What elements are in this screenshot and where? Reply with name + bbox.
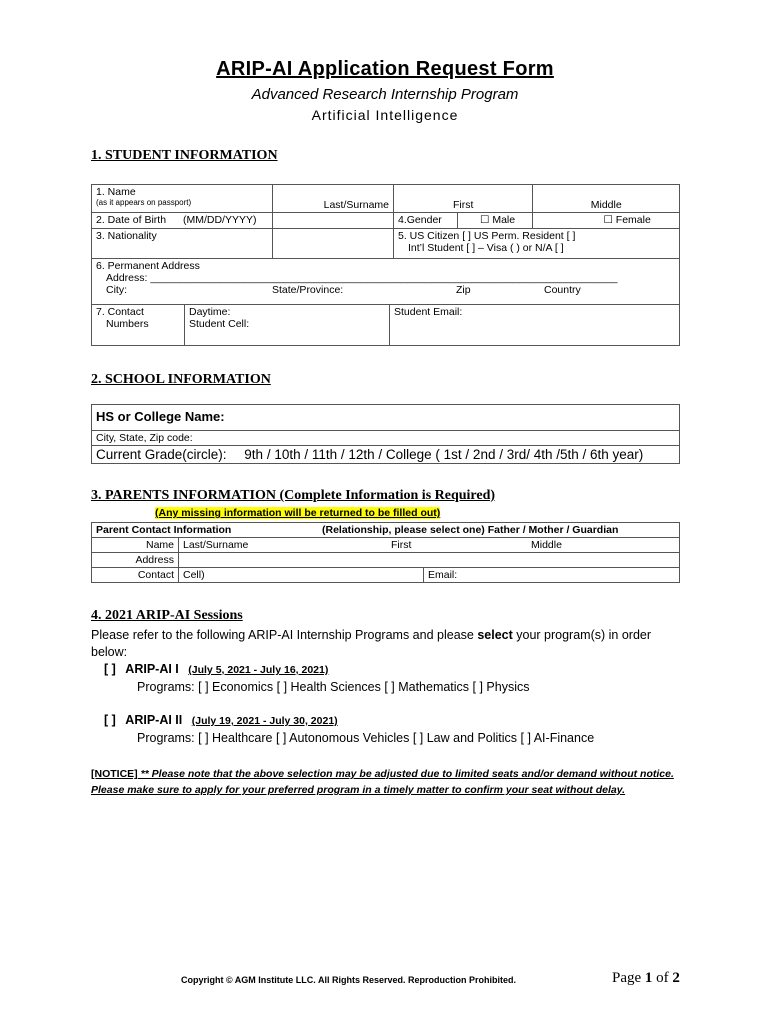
- page-prefix: Page: [612, 970, 645, 986]
- section-school-heading: 2. SCHOOL INFORMATION: [91, 372, 271, 387]
- program-field: Artificial Intelligence: [311, 107, 459, 123]
- intro-text-c: below:: [91, 645, 128, 659]
- daytime-label: Daytime:: [189, 306, 231, 318]
- name-note: (as it appears on passport): [96, 198, 192, 207]
- page-total: 2: [672, 970, 680, 986]
- gender-female-option[interactable]: ☐ Female: [533, 213, 680, 229]
- middle-name-field[interactable]: [533, 185, 680, 213]
- session1-programs[interactable]: Programs: [ ] Economics [ ] Health Sciences [ ] Mathematics [ ] Physics: [137, 680, 530, 694]
- parent-address-label: Address: [92, 553, 179, 568]
- residency-status-cell[interactable]: [394, 229, 680, 259]
- residency-line1: 5. US Citizen [ ] US Perm. Resident [ ]: [398, 230, 576, 242]
- parent-contact-header: [92, 523, 680, 538]
- last-name-field[interactable]: [273, 185, 394, 213]
- school-location-field[interactable]: [92, 431, 680, 446]
- program-subtitle: Advanced Research Internship Program: [251, 86, 519, 103]
- gender-label: 4.Gender: [394, 213, 458, 229]
- parent-info-table: [91, 522, 680, 583]
- sessions-intro: [91, 627, 681, 661]
- parent-cell-label: Cell): [183, 569, 205, 581]
- parent-name-field[interactable]: [179, 538, 680, 553]
- notice-block: [91, 766, 681, 798]
- missing-info-warning: (Any missing information will be returned to be filled out): [155, 507, 441, 519]
- first-name-label: First: [453, 199, 474, 211]
- parent-cell-field[interactable]: [179, 568, 424, 583]
- dob-format: (MM/DD/YYYY): [182, 214, 257, 226]
- address-label: 6. Permanent Address: [96, 260, 200, 272]
- grade-label: Current Grade(circle):: [96, 447, 227, 462]
- dob-field[interactable]: [273, 213, 394, 229]
- page-number: 1: [644, 970, 653, 986]
- session2-checkbox[interactable]: [ ]: [104, 713, 116, 727]
- form-title: ARIP-AI Application Request Form: [216, 58, 554, 80]
- grade-field[interactable]: [92, 446, 680, 464]
- session1-dates: (July 5, 2021 - July 16, 2021): [188, 664, 329, 676]
- section-student-heading: 1. STUDENT INFORMATION: [91, 148, 278, 163]
- address-subfields: [96, 284, 675, 298]
- name-label: 1. Name: [96, 186, 136, 198]
- session2-programs[interactable]: Programs: [ ] Healthcare [ ] Autonomous Vehicles [ ] Law and Politics [ ] AI-Finance: [137, 731, 595, 745]
- parent-address-field[interactable]: [179, 553, 680, 568]
- first-name-field[interactable]: [394, 185, 533, 213]
- parent-contact-label: Parent Contact Information: [96, 524, 232, 536]
- address-line: Address: ________________________________________________________________________________: [106, 272, 618, 284]
- country-label: Country: [544, 284, 581, 296]
- name-label-cell: [92, 185, 273, 213]
- student-email-label: Student Email:: [394, 306, 463, 318]
- gender-male-option[interactable]: ☐ Male: [458, 213, 533, 229]
- relationship-select[interactable]: (Relationship, please select one) Father / Mother / Guardian: [322, 524, 619, 536]
- state-label: State/Province:: [272, 284, 344, 296]
- city-label: City:: [106, 284, 127, 296]
- school-location-label: City, State, Zip code:: [96, 432, 193, 444]
- parent-name-label: Name: [92, 538, 179, 553]
- parent-email-label: Email:: [428, 569, 458, 581]
- notice-text: ** Please note that the above selection may be adjusted due to limited seats and/or demand without notice. Please make sure to apply for your preferred program in a timely matter to confirm your seat without delay.: [91, 768, 674, 796]
- parent-middle-name: Middle: [531, 539, 562, 551]
- parent-last-name: Last/Surname: [183, 539, 249, 551]
- school-name-label: HS or College Name:: [96, 409, 225, 424]
- student-info-table: [91, 184, 680, 346]
- nationality-field[interactable]: [273, 229, 394, 259]
- student-email-cell[interactable]: [390, 305, 679, 345]
- parent-email-field[interactable]: [424, 568, 680, 583]
- phone-cell[interactable]: [185, 305, 390, 345]
- residency-line2: Int’l Student [ ] – Visa ( ) or N/A [ ]: [408, 242, 564, 254]
- last-name-label: Last/Surname: [323, 199, 389, 211]
- dob-label: 2. Date of Birth: [96, 214, 167, 226]
- contact-row: [92, 305, 680, 346]
- session2-dates: (July 19, 2021 - July 30, 2021): [191, 715, 338, 727]
- zip-label: Zip: [456, 284, 471, 296]
- student-cell-label: Student Cell:: [189, 318, 250, 330]
- session1-checkbox[interactable]: [ ]: [104, 662, 116, 676]
- notice-tag: [NOTICE]: [91, 768, 138, 780]
- intro-text-b: your program(s) in order: [512, 628, 652, 642]
- parent-first-name: First: [391, 539, 412, 551]
- session2-name: ARIP-AI II: [125, 713, 183, 727]
- nationality-label: 3. Nationality: [92, 229, 273, 259]
- grade-options: 9th / 10th / 11th / 12th / College ( 1st / 2nd / 3rd/ 4th /5th / 6th year): [244, 447, 644, 462]
- session2-row: [104, 713, 338, 727]
- section-parents-heading: 3. PARENTS INFORMATION (Complete Information is Required): [91, 488, 496, 503]
- dob-label-cell: [92, 213, 273, 229]
- copyright-notice: Copyright © AGM Institute LLC. All Rights Reserved. Reproduction Prohibited.: [181, 975, 516, 985]
- intro-select-word: select: [477, 628, 513, 642]
- session1-name: ARIP-AI I: [125, 662, 179, 676]
- page-indicator: [612, 970, 680, 987]
- school-name-field[interactable]: [92, 405, 680, 431]
- contact-label1: 7. Contact: [96, 306, 144, 318]
- session1-row: [104, 662, 328, 676]
- contact-label2: Numbers: [106, 318, 149, 330]
- middle-name-label: Middle: [590, 199, 622, 211]
- parent-contact-label-cell: Contact: [92, 568, 179, 583]
- contact-label-cell: [92, 305, 185, 345]
- permanent-address-cell[interactable]: [92, 259, 680, 305]
- section-sessions-heading: 4. 2021 ARIP-AI Sessions: [91, 608, 243, 623]
- school-info-table: [91, 404, 680, 464]
- intro-text-a: Please refer to the following ARIP-AI Internship Programs and please: [91, 628, 478, 642]
- page-of: of: [652, 970, 673, 986]
